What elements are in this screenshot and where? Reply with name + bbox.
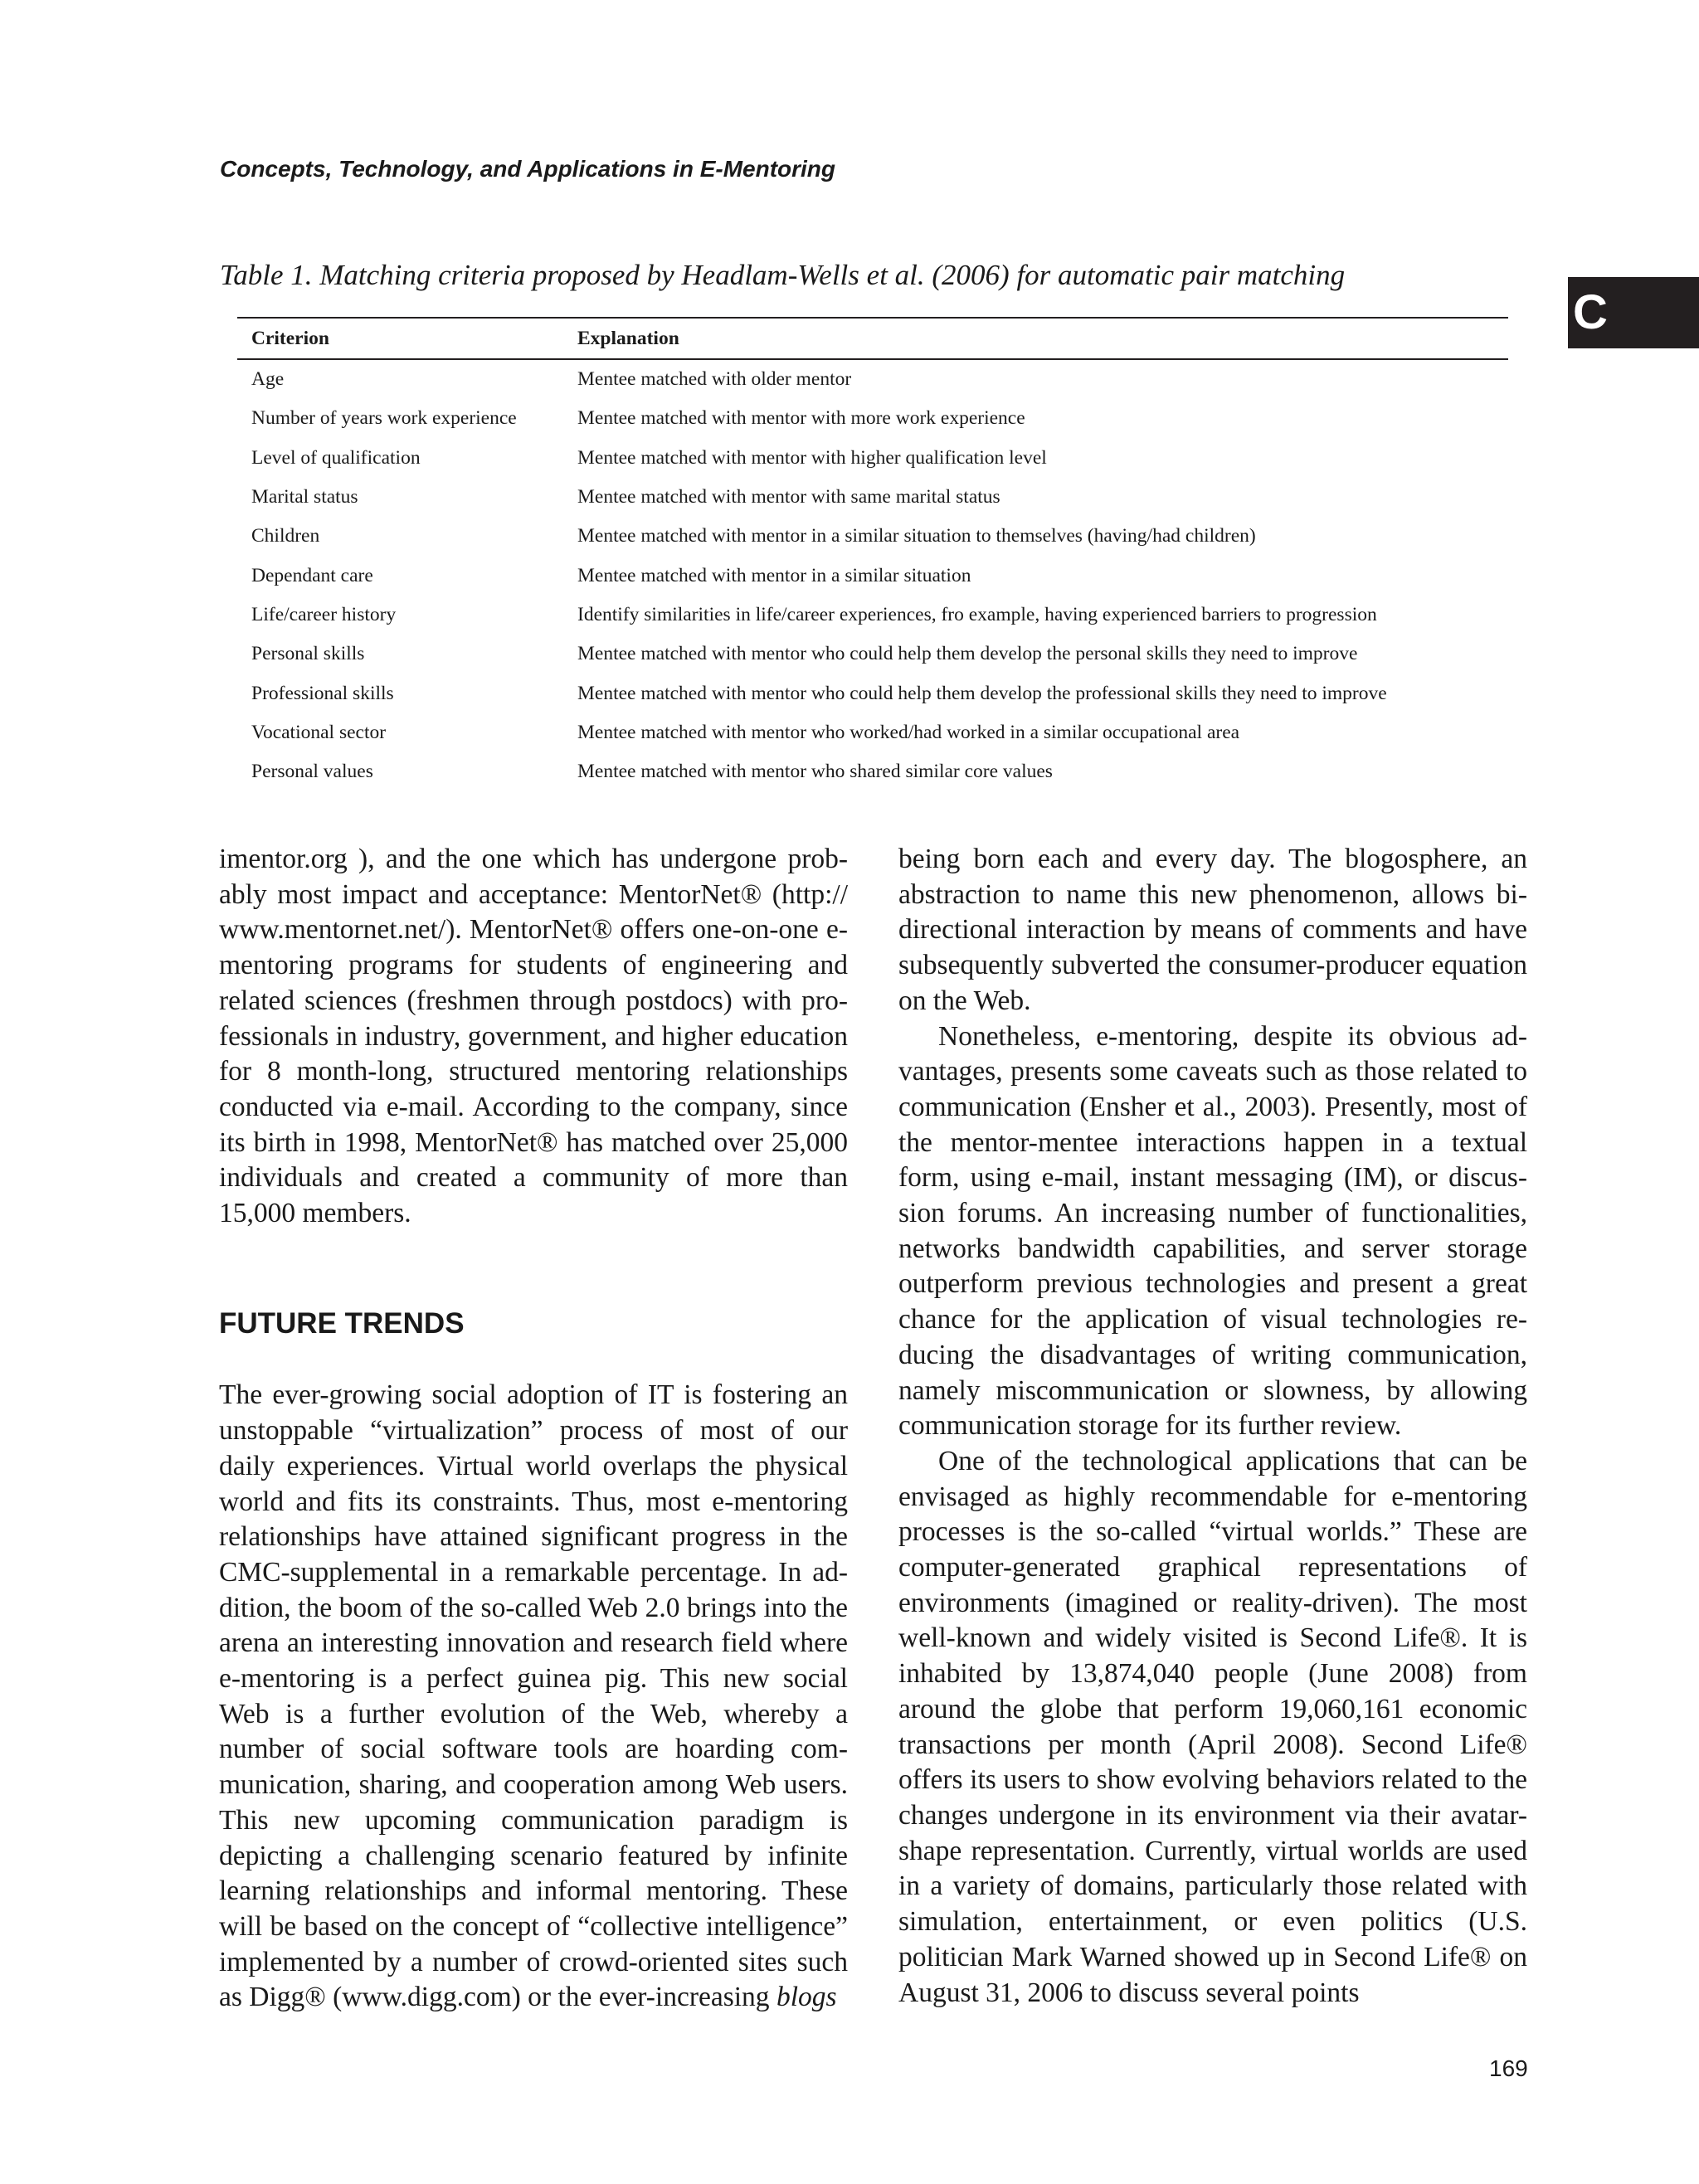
table-row (237, 359, 1508, 399)
table-caption: Table 1. Matching criteria proposed by Headlam-Wells et al. (2006) for automatic pair matching (220, 259, 1346, 291)
explanation-cell: Mentee matched with mentor who could help them develop the professional skills they need to improve (577, 682, 1387, 704)
table-row (237, 556, 1508, 595)
criterion-cell: Professional skills (251, 682, 394, 704)
criterion-cell: Personal values (251, 761, 373, 783)
explanation-cell: Mentee matched with mentor who could help them develop the personal skills they need to improve (577, 643, 1358, 665)
criterion-cell: Number of years work experience (251, 407, 517, 430)
criterion-cell: Children (251, 525, 320, 547)
table-row (237, 439, 1508, 478)
future-trends-heading: FUTURE TRENDS (219, 1306, 465, 1340)
paragraph-blogosphere: being born each and every day. The blogosphere, an abstraction to name this new phenomenon, allows bi-directional interaction by means of comments and have subsequently subverted the consumer-producer equation on the Web. (898, 844, 1527, 1016)
paragraph-virtual-worlds: One of the technological applications that can be envisaged as highly recommendable for e-mentoring processes is the so-called “virtual worlds.” These are computer-generated graphical representations of environments (imagined or reality-driven). The most well-known and widely visited is Second Life®. It is inhabited by 13,874,040 people (June 2008) from around the globe that perform 19,060,161 economic transactions per month (April 2008). Second Life® offers its users to show evolving behaviors related to the changes undergone in its environment via their avatar-shape representation. Currently, virtual worlds are used in a variety of domains, particularly those related with simulation, entertainment, or even politics (U.S. politician Mark Warned showed up in Second Life® on August 31, 2006 to discuss several points (898, 1445, 1527, 2008)
paragraph-caveats: Nonetheless, e-mentoring, despite its obvious advantages, presents some caveats such as those related to communication (Ensher et al., 2003). Presently, most of the mentor-mentee interactions happen in a textual form, using e-mail, instant messaging (IM), or discussion forums. An increasing number of functionalities, networks bandwidth capabilities, and server storage outperform previous technologies and present a great chance for the application of visual technologies reducing the disadvantages of writing communication, namely miscommunication or slowness, by allowing communication storage for its further review. (898, 1020, 1527, 1442)
table-row (237, 713, 1508, 752)
blogs-italic-text: blogs (776, 1982, 837, 2013)
running-head: Concepts, Technology, and Applications in E-Mentoring (220, 156, 836, 182)
table-header-row (237, 318, 1508, 359)
table-row (237, 596, 1508, 635)
explanation-cell: Mentee matched with mentor who shared similar core values (577, 761, 1053, 783)
table-row (237, 399, 1508, 438)
criterion-cell: Personal skills (251, 643, 365, 665)
table-row (237, 517, 1508, 556)
criterion-cell: Vocational sector (251, 721, 387, 743)
table-row (237, 478, 1508, 517)
criterion-cell: Level of qualification (251, 446, 421, 469)
explanation-cell: Mentee matched with mentor in a similar situation (577, 564, 971, 586)
section-tab: C (1568, 277, 1699, 348)
explanation-cell: Mentee matched with mentor who worked/had worked in a similar occupational area (577, 721, 1240, 743)
explanation-cell: Mentee matched with mentor with higher qualification level (577, 446, 1047, 469)
explanation-cell: Identify similarities in life/career experiences, fro example, having experienced barriers to progression (577, 603, 1377, 625)
paragraph-mentornet: imentor.org ), and the one which has undergone probably most impact and acceptance: MentorNet® (http:// www.mentornet.net/). MentorNet® offers one-on-one e-mentoring programs for students of engineering and related sciences (freshmen through postdocs) with professionals in industry, government, and higher education for 8 month-long, structured mentoring relationships conducted via e-mail. According to the company, since its birth in 1998, MentorNet® has matched over 25,000 individuals and created a community of more than 15,000 members. (219, 844, 848, 1229)
matching-criteria-table (237, 317, 1508, 791)
column-header-criterion: Criterion (237, 318, 563, 359)
criterion-cell: Marital status (251, 486, 358, 508)
table-row (237, 752, 1508, 791)
criterion-cell: Age (251, 368, 285, 391)
table-row (237, 635, 1508, 674)
explanation-cell: Mentee matched with mentor with more work experience (577, 407, 1025, 430)
table-row (237, 674, 1508, 713)
paragraph-future-trends (219, 1378, 848, 2016)
criterion-cell: Life/career history (251, 603, 397, 625)
explanation-cell: Mentee matched with mentor in a similar situation to themselves (having/had children) (577, 525, 1256, 547)
column-header-explanation: Explanation (563, 318, 1508, 359)
right-text-column (898, 842, 1527, 2011)
criterion-cell: Dependant care (251, 564, 373, 586)
paragraph-future-trends-text: The ever-growing social adoption of IT is fostering an unstoppable “virtualization” process of most of our daily experiences. Virtual world overlaps the physical world and fits its constraints. Thus, most e-mentoring relationships have attained significant progress in the CMC-supplemental in a remarkable percentage. In addition, the boom of the so-called Web 2.0 brings into the arena an interesting innovation and research field where e-mentoring is a perfect guinea pig. This new social Web is a further evolution of the Web, whereby a number of social software tools are hoarding communication, sharing, and cooperation among Web users. This new upcoming communication paradigm is depicting a challenging scenario featured by infinite learning relationships and informal mentoring. These will be based on the concept of “collective intelligence” implemented by a number of crowd-oriented sites such as Digg® (www.digg.com) or the ever-increasing (219, 1379, 848, 2013)
explanation-cell: Mentee matched with mentor with same marital status (577, 486, 1000, 508)
page-number: 169 (1489, 2055, 1528, 2081)
left-text-column (219, 842, 848, 2016)
explanation-cell: Mentee matched with older mentor (577, 368, 852, 391)
